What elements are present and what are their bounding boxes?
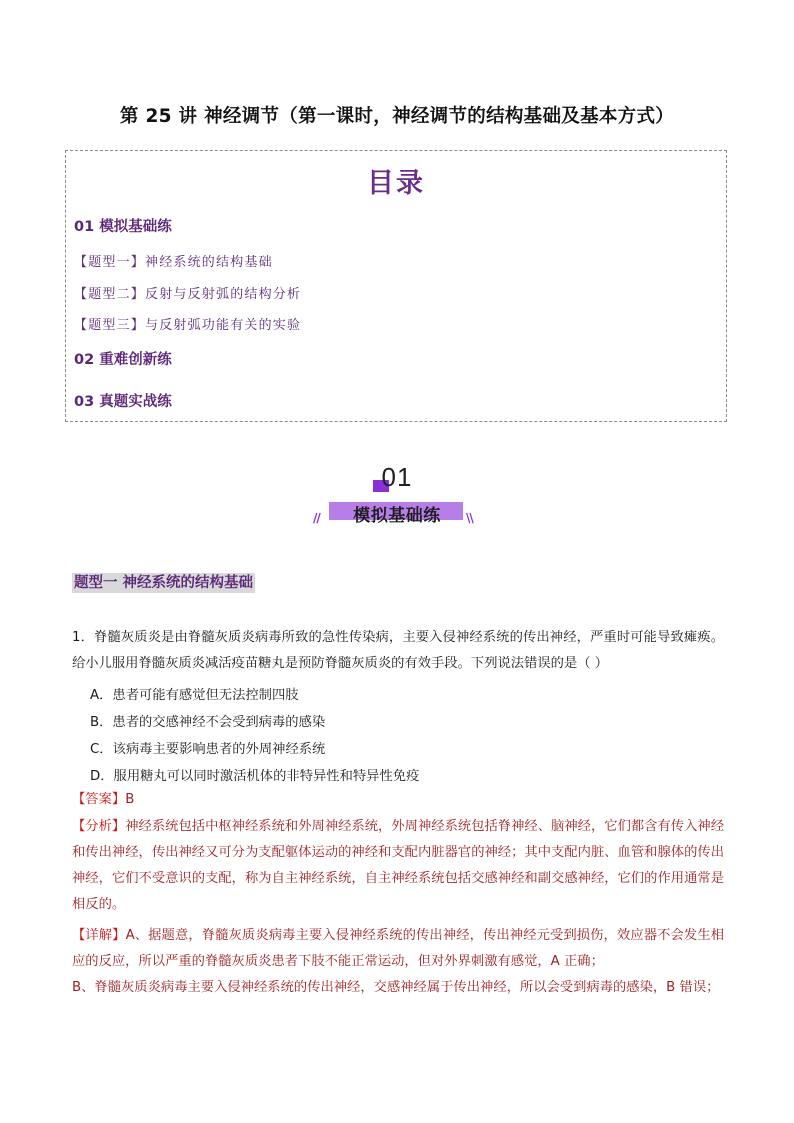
option-c: C．该病毒主要影响患者的外周神经系统 bbox=[90, 742, 326, 757]
toc-heading: 目录 bbox=[367, 168, 425, 199]
question-stem: 1．脊髓灰质炎是由脊髓灰质炎病毒所致的急性传染病，主要入侵神经系统的传出神经，严重时可能导致瘫痪。给小儿服用脊髓灰质炎减活疫苗糖丸是预防脊髓灰质炎的有效手段。下列说法错误的是（ ） bbox=[72, 630, 724, 671]
toc-subsection-2[interactable]: 【题型二】反射与反射弧的结构分析 bbox=[74, 287, 302, 302]
detail-text-a: A、据题意，脊髓灰质炎病毒主要入侵神经系统的传出神经，传出神经元受到损伤，效应器不会发生相应的反应，所以严重的脊髓灰质炎患者下肢不能正常运动，但对外界刺激有感觉，A 正确； bbox=[72, 928, 724, 969]
banner-left-slash: // bbox=[313, 511, 320, 525]
answer-value: B bbox=[125, 792, 135, 807]
toc-section-2[interactable]: 02 重难创新练 bbox=[74, 352, 172, 368]
analysis-tag: 【分析】 bbox=[72, 819, 126, 834]
section-banner bbox=[0, 462, 794, 532]
analysis-text: 神经系统包括中枢神经系统和外周神经系统，外周神经系统包括脊神经、脑神经，它们都含有传入神经和传出神经，传出神经又可分为支配躯体运动的神经和支配内脏器官的神经；其中支配内脏、血管和腺体的传出神经，它们不受意识的支配，称为自主神经系统，自主神经系统包括交感神经和副交感神经，它们的作用通常是相反的。 bbox=[72, 819, 725, 912]
answer-tag: 【答案】 bbox=[72, 792, 126, 807]
banner-label: 模拟基础练 bbox=[353, 506, 441, 526]
banner-number: 01 bbox=[381, 462, 413, 492]
toc-subsection-1[interactable]: 【题型一】神经系统的结构基础 bbox=[74, 255, 273, 270]
detail-text-b: B、脊髓灰质炎病毒主要入侵神经系统的传出神经，交感神经属于传出神经，所以会受到病毒的感染，B 错误； bbox=[72, 980, 720, 995]
answer-line bbox=[72, 787, 724, 813]
banner-right-slash: \\ bbox=[466, 511, 473, 525]
option-b: B．患者的交感神经不会受到病毒的感染 bbox=[90, 715, 326, 730]
toc-section-3[interactable]: 03 真题实战练 bbox=[74, 394, 172, 410]
toc-subsection-3[interactable]: 【题型三】与反射弧功能有关的实验 bbox=[74, 318, 302, 333]
detail-block bbox=[72, 923, 724, 1001]
option-a: A．患者可能有感觉但无法控制四肢 bbox=[90, 688, 299, 703]
toc-section-1[interactable]: 01 模拟基础练 bbox=[74, 219, 172, 235]
table-of-contents bbox=[65, 150, 727, 422]
option-d: D．服用糖丸可以同时激活机体的非特异性和特异性免疫 bbox=[90, 769, 420, 784]
analysis-block bbox=[72, 814, 724, 918]
detail-tag: 【详解】 bbox=[72, 928, 126, 943]
question-type-heading: 题型一 神经系统的结构基础 bbox=[74, 575, 254, 591]
page-title: 第 25 讲 神经调节（第一课时，神经调节的结构基础及基本方式） bbox=[119, 106, 675, 127]
